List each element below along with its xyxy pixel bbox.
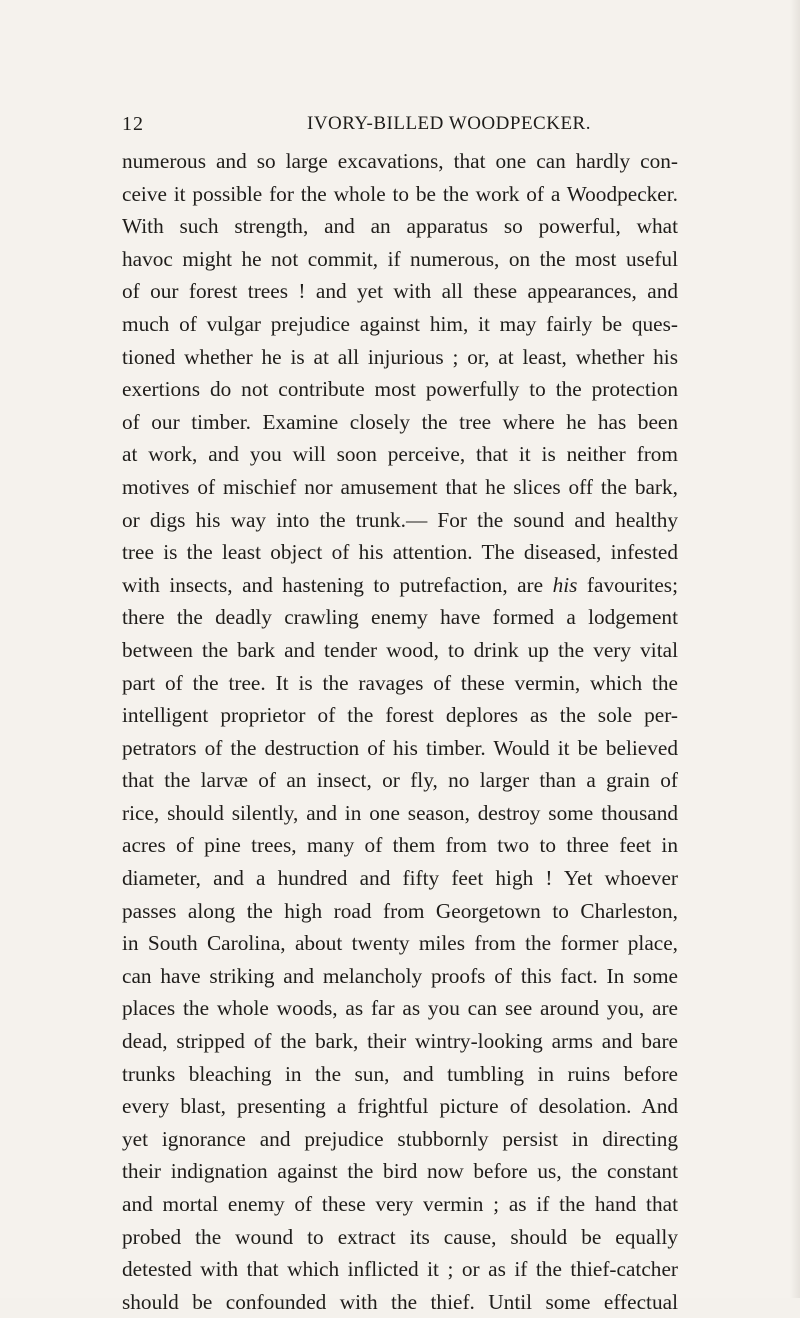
page-number: 12 [122,113,144,135]
text-line: diameter, and a hundred and fifty feet high ! Yet whoever [122,866,678,891]
text-line: yet ignorance and prejudice stubbornly persist in directing [122,1126,678,1151]
text-line: probed the wound to extract its cause, should be equally [122,1224,678,1249]
text-line: at work, and you will soon perceive, that it is neither from [122,442,678,467]
text-line: in South Carolina, about twenty miles from the former place, [122,931,678,956]
text-line: intelligent proprietor of the forest deplores as the sole per- [122,703,678,728]
italic-word: his [552,572,578,597]
text-line: or digs his way into the trunk.— For the sound and healthy [122,507,678,532]
text-line: places the whole woods, as far as you can see around you, are [122,996,678,1021]
page-edge-shadow [790,0,800,1298]
text-line: rice, should silently, and in one season, destroy some thousand [122,800,678,825]
text-line: trunks bleaching in the sun, and tumbling in ruins before [122,1061,678,1086]
text-line: tioned whether he is at all injurious ; or, at least, whether his [122,344,678,369]
text-line: passes along the high road from Georgetown to Charleston, [122,898,678,923]
text-line: exertions do not contribute most powerfully to the protection [122,377,678,402]
body-text [122,145,678,1318]
line-segment: with insects, and hastening to putrefaction, are [122,572,553,597]
text-line: much of vulgar prejudice against him, it may fairly be ques- [122,311,678,336]
text-line: between the bark and tender wood, to drink up the very vital [122,637,678,662]
text-line: ceive it possible for the whole to be the work of a Woodpecker. [122,181,678,206]
text-line: every blast, presenting a frightful picture of desolation. And [122,1094,678,1119]
text-line: of our timber. Examine closely the tree where he has been [122,409,678,434]
text-line: detested with that which inflicted it ; or as if the thief-catcher [122,1257,678,1282]
line-segment: favourites; [577,572,678,597]
text-line-with-italic [122,569,678,602]
text-line: of our forest trees ! and yet with all these appearances, and [122,279,678,304]
text-line: part of the tree. It is the ravages of these vermin, which the [122,670,678,695]
text-line: there the deadly crawling enemy have formed a lodgement [122,605,678,630]
text-line: and mortal enemy of these very vermin ; as if the hand that [122,1192,678,1216]
text-line: motives of mischief nor amusement that he slices off the bark, [122,474,678,499]
text-line: tree is the least object of his attention. The diseased, infested [122,540,678,565]
text-line: their indignation against the bird now before us, the constant [122,1159,678,1184]
text-line: numerous and so large excavations, that one can hardly con- [122,149,678,173]
page-header [122,113,682,145]
text-line: can have striking and melancholy proofs of this fact. In some [122,963,678,988]
text-line: acres of pine trees, many of them from two to three feet in [122,833,678,858]
text-line: that the larvæ of an insect, or fly, no larger than a grain of [122,768,678,793]
text-line: petrators of the destruction of his timber. Would it be believed [122,735,678,760]
text-line: havoc might he not commit, if numerous, on the most useful [122,246,678,271]
text-line: With such strength, and an apparatus so powerful, what [122,214,678,239]
running-title: IVORY-BILLED WOODPECKER. [307,113,591,134]
text-line: dead, stripped of the bark, their wintry-looking arms and bare [122,1029,678,1054]
text-line: should be confounded with the thief. Until some effectual [122,1289,678,1314]
